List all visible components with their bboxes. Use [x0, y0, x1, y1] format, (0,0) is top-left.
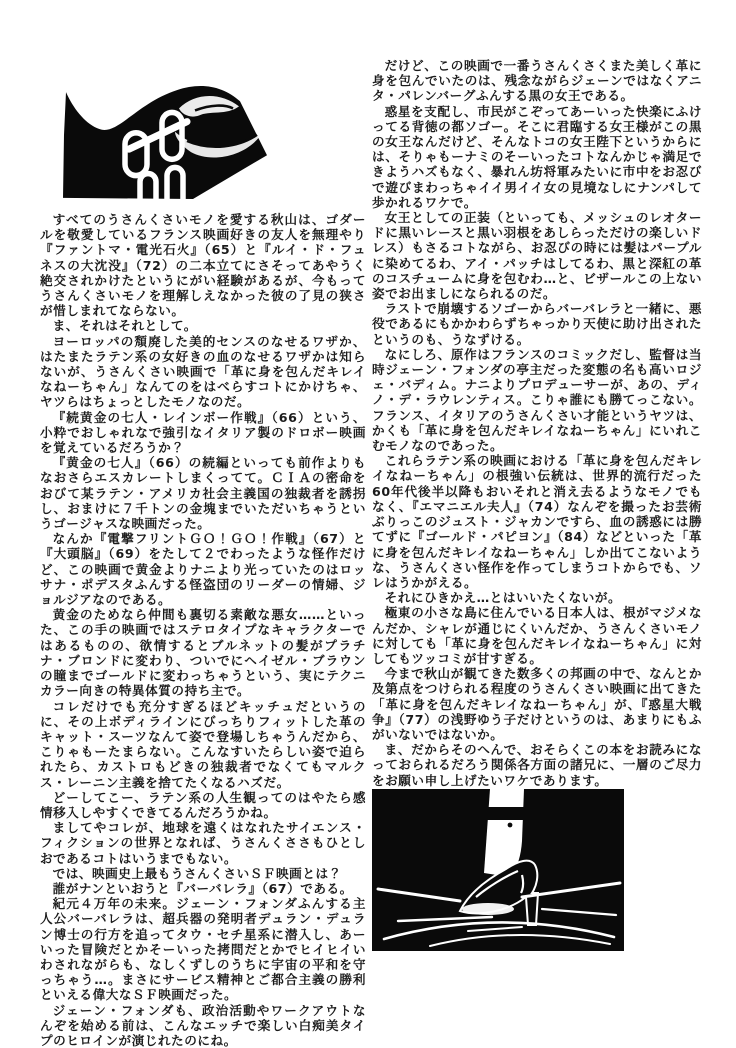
left-text-column	[40, 212, 366, 1048]
high-heel-illustration	[372, 789, 624, 951]
paragraph: ま、だからそのへんで、おそらくこの本をお読みになっておられるだろう関係各方面の諸兄に、一層のご尽力をお願い申し上げたいワケであります。	[372, 742, 702, 788]
paragraph: コレだけでも充分すぎるほどキッチュだというのに、その上ボディラインにびっちりフィットした革のキャット・スーツなんて姿で登場しちゃうんだから、こりゃもーたまらない。こんなすいたらしい姿で迫られたら、カストロもどきの独裁者でなくてもマルクス・レーニン主義を捨てたくなるハズだ。	[40, 698, 366, 790]
impact-flash	[462, 903, 514, 915]
paragraph: 『黄金の七人』（66）の続編といっても前作よりもなおさらエスカレートしまくってて。ＣＩＡの密命をおびて某ラテン・アメリカ社会主義国の独裁者を誘拐し、おまけに７千トンの金塊までいただいちゃうというゴージャスな映画だった。	[40, 455, 366, 532]
strap-buckle	[508, 823, 513, 828]
paragraph: ましてやコレが、地球を遠くはなれたサイエンス・フィクションの世界となれば、うさんくささもひとしおであるコトはいうまでもない。	[40, 820, 366, 866]
paragraph: ジェーン・フォンダも、政治活動やワークアウトなんぞを始める前は、こんなエッチで楽しい白痴美タイプのヒロインが演じれたのにね。	[40, 1002, 366, 1048]
lips-chain-illustration	[61, 84, 269, 202]
paragraph: では、映画史上最もうさんくさいＳＦ映画とは？	[52, 865, 342, 881]
paragraph: すべてのうさんくさいモノを愛する秋山は、ゴダールを敬愛しているフランス映画好きの友人を無理やり『ファントマ・電光石火』（65）と『ルイ・ド・フュネスの大沈没』（72）の二本立てにさそってあやうく絶交されかけたというにがい経験があるが、今もってうさんくさいモノを理解しえなかった彼の了見の狭さが惜しまれてならない。	[40, 212, 366, 319]
lips-chain-svg	[61, 84, 269, 202]
paragraph: ラストで崩壊するソゴーからバーバレラと一緒に、悪役であるにもかかわらずちゃっかり天使に助け出されたというのも、うなずける。	[372, 301, 702, 347]
paragraph: これらラテン系の映画における「革に身を包んだキレイなねーちゃん」の根強い伝統は、世界的流行だった60年代後半以降もおいそれと消え去るようなモノでもなく、『エマニエル夫人』（74）なんぞを撮ったお芸術ぶりっこのジュスト・ジャカンですら、血の誘惑には勝てずに『ゴールド・パピヨン』（84）などといった「革に身を包んだキレイなねーちゃん」しか出てこないような、うさんくさい怪作を作ってしまうコトからでも、ソレはうかがえる。	[372, 453, 702, 590]
paragraph: 黄金のためなら仲間も裏切る素敵な悪女……といった、この手の映画ではステロタイプなキャラクターではあるものの、欲情するとブルネットの髪がプラチナ・ブロンドに変わり、ついでにヘイゼル・ブラウンの瞳までゴールドに変わっちゃうという、実にテクニカラー向きの特異体質の持ち主で。	[40, 607, 366, 699]
paragraph: どーしてこー、ラテン系の人生観ってのはやたら感情移入しやすくできてるんだろうかね。	[40, 789, 366, 820]
paragraph: 今まで秋山が観てきた数多くの邦画の中で、なんとか及第点をつけられる程度のうさんくさい映画に出てきた「革に身を包んだキレイなねーちゃん」が、『惑星大戦争』（77）の浅野ゆう子だけというのは、あまりにもふがいないではないか。	[372, 666, 702, 742]
paragraph: 『続黄金の七人・レインボー作戦』（66）という、小粋でおしゃれなで強引なイタリア製のドロボー映画を覚えているだろうか？	[40, 409, 366, 456]
paragraph: 誰がナンといおうと『バーバレラ』（67）である。	[52, 880, 353, 896]
paragraph: ま、それはそれとして。	[52, 318, 197, 334]
paragraph: それにひきかえ…とはいいたくないが。	[384, 590, 622, 606]
paragraph: だけど、この映画で一番うさんくさくまた美しく革に身を包んでいたのは、残念ながらジェーンではなくアニタ・パレンバーグふんする黒の女王である。	[372, 58, 702, 104]
paragraph: 極東の小さな島に住んでいる日本人は、根がマジメなんだか、シャレが通じにくいんだか、うさんくさいモノに対しても「革に身を包んだキレイなねーちゃん」に対してもツッコミが甘すぎる。	[372, 605, 702, 666]
paragraph: 女王としての正装（といっても、メッシュのレオタードに黒いレースと黒い羽根をあしらっただけの楽しいドレス）もさるコトながら、お忍びの時には髪はパープルに染めてるわ、アイ・パッチはしてるわ、黒と深紅の革のコスチュームに身を包むわ…と、ビザールこの上ない姿でお出ましになられるのだ。	[372, 210, 702, 302]
paragraph: なんか『電撃フリントＧＯ！ＧＯ！作戦』（67）と『大頭脳』（69）をたして２でわったような怪作だけど、この映画で黄金よりナニより光っていたのはロッサナ・ポデスタふんする怪盗団のリーダーの情婦、ジョルジアなのである。	[40, 531, 366, 608]
paragraph: 惑星を支配し、市民がこぞってあーいった快楽にふけってる背徳の都ソゴー。そこに君臨する女王様がこの黒の女王なんだけど、そんなトコの女王陛下というからには、そりゃもーナミのそーいったコトなんかじゃ満足できようハズもなく、暴れん坊将軍みたいに市中をお忍びで遊びまわっちゃイイ男イイ女の見境なしにナンパして歩かれるワケで。	[372, 103, 702, 210]
right-text-column	[372, 58, 702, 788]
high-heel-svg	[372, 789, 624, 951]
paragraph: 紀元４万年の未来。ジェーン・フォンダふんする主人公バーバレラは、超兵器の発明者デュラン・デュラン博士の行方を追ってタウ・セチ星系に潜入し、あーいった冒険だとかそーいった拷問だとかでヒイヒイいわされながらも、なしくずしのうちに宇宙の平和を守っちゃう…。まさにサービス精神とご都合主義の勝利といえる偉大なＳＦ映画だった。	[40, 896, 366, 1003]
paragraph: ヨーロッパの頽廃した美的センスのなせるワザか、はたまたラテン系の女好きの血のなせるワザかは知らないが、うさんくさい映画で「革に身を包んだキレイなねーちゃん」なんてのをはべらすコトにかけちゃ、ヤツらはちょっとしたモノなのだ。	[40, 333, 366, 410]
paragraph: なにしろ、原作はフランスのコミックだし、監督は当時ジェーン・フォンダの亭主だった変態の名も高いロジェ・バディム。ナニよりプロデューサーが、あの、ディノ・デ・ラウレンティス。こりゃ誰にも勝てっこない。フランス、イタリアのうさんくさい才能というヤツは、かくも「革に身を包んだキレイなねーちゃん」にいれこむモノなのであった。	[372, 346, 702, 454]
ankle-strap	[482, 807, 528, 820]
